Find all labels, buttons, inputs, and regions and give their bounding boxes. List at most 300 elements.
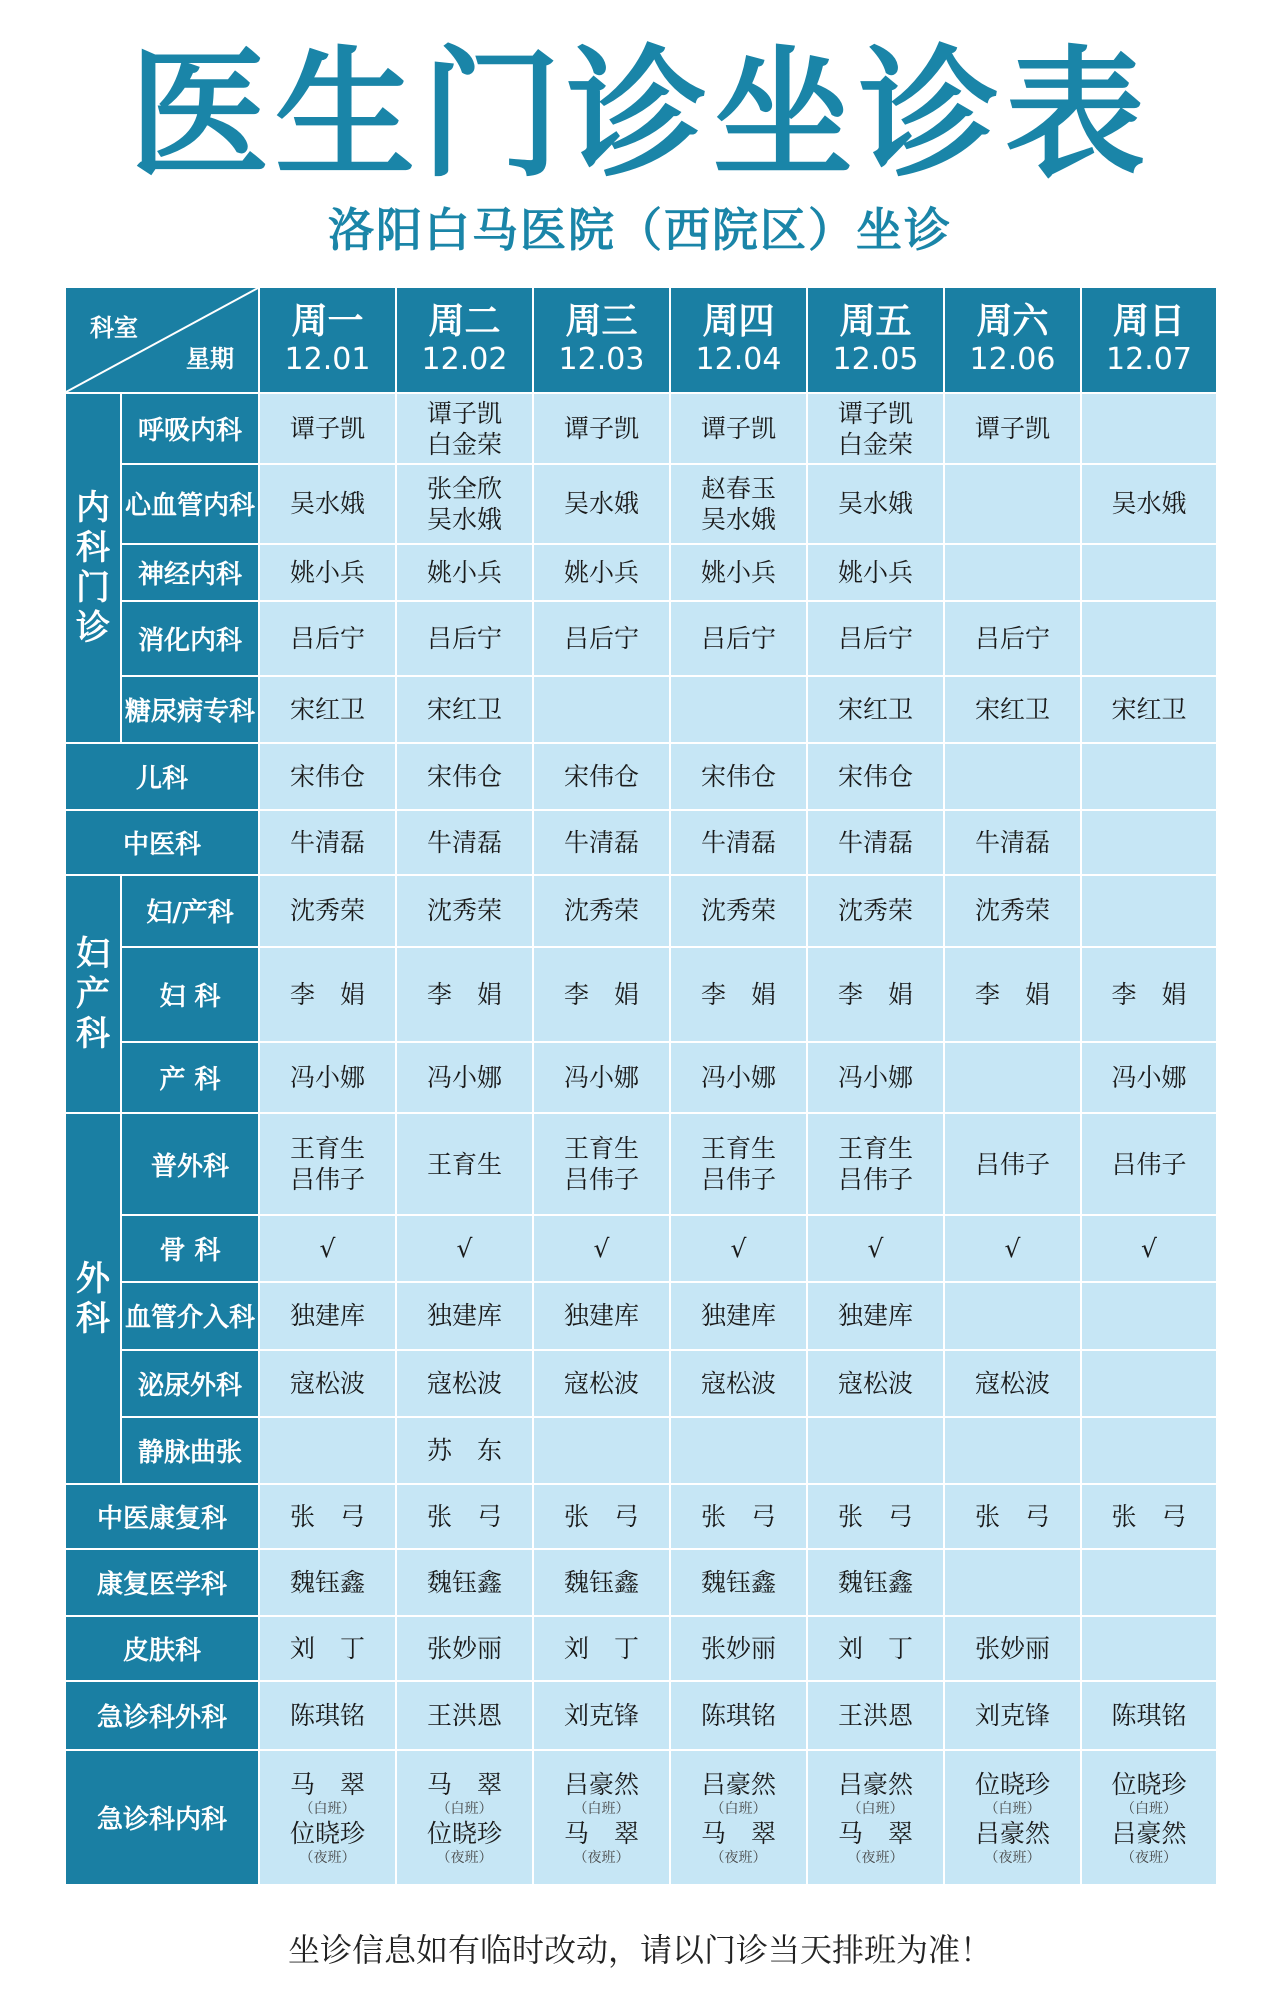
day-name: 周三 — [565, 301, 638, 342]
day-name: 周五 — [839, 301, 912, 342]
schedule-row — [65, 1282, 1217, 1349]
schedule-cell — [807, 393, 944, 464]
schedule-cell — [396, 1484, 533, 1549]
schedule-cell — [533, 676, 670, 743]
schedule-cell — [396, 810, 533, 875]
schedule-cell — [396, 1215, 533, 1282]
shift-label: （夜班） — [984, 1849, 1041, 1866]
schedule-cell — [944, 601, 1081, 676]
doctor-name: 沈秀荣 — [289, 896, 365, 926]
doctor-name: 刘 丁 — [837, 1634, 913, 1664]
schedule-cell — [944, 1750, 1081, 1885]
schedule-cell — [533, 464, 670, 543]
day-name: 周四 — [702, 301, 775, 342]
schedule-cell — [533, 1113, 670, 1215]
doctor-name: 位晓珍 — [426, 1818, 502, 1848]
day-header — [396, 287, 533, 393]
doctor-name: 张 弓 — [1111, 1501, 1187, 1531]
doctor-name: 冯小娜 — [426, 1063, 502, 1093]
schedule-cell — [533, 1484, 670, 1549]
day-header — [807, 287, 944, 393]
schedule-cell — [807, 1616, 944, 1681]
doctor-name: 张 弓 — [289, 1501, 365, 1531]
dept-group-text: 外科 — [76, 1258, 110, 1339]
dept-label: 急诊科内科 — [65, 1750, 259, 1885]
doctor-name: 吕后宁 — [837, 623, 913, 653]
schedule-cell — [259, 1417, 396, 1484]
doctor-name: 李 娟 — [974, 979, 1050, 1009]
doctor-name: 沈秀荣 — [974, 896, 1050, 926]
doctor-name: 李 娟 — [289, 979, 365, 1009]
schedule-cell — [533, 1417, 670, 1484]
schedule-cell — [533, 1042, 670, 1113]
schedule-cell — [259, 464, 396, 543]
schedule-cell — [533, 393, 670, 464]
doctor-name: 牛清磊 — [563, 828, 639, 858]
schedule-cell — [1081, 947, 1217, 1043]
schedule-cell — [533, 810, 670, 875]
doctor-name: 吕伟子 — [974, 1149, 1050, 1179]
schedule-cell — [670, 810, 807, 875]
schedule-cell — [944, 1350, 1081, 1417]
schedule-cell — [807, 464, 944, 543]
schedule-cell — [396, 1616, 533, 1681]
schedule-cell — [807, 1549, 944, 1616]
doctor-name: 王育生 — [426, 1149, 502, 1179]
doctor-name: 姚小兵 — [563, 557, 639, 587]
schedule-row — [65, 1042, 1217, 1113]
schedule-cell — [1081, 1113, 1217, 1215]
schedule-cell — [807, 1681, 944, 1750]
schedule-cell — [1081, 1616, 1217, 1681]
schedule-row — [65, 1549, 1217, 1616]
doctor-name: 李 娟 — [1111, 979, 1187, 1009]
schedule-cell — [1081, 1549, 1217, 1616]
doctor-name: 刘 丁 — [289, 1634, 365, 1664]
day-name: 周二 — [428, 301, 501, 342]
schedule-cell — [1081, 743, 1217, 810]
schedule-cell — [944, 676, 1081, 743]
schedule-cell — [670, 1616, 807, 1681]
doctor-name: 吕豪然 — [563, 1769, 639, 1799]
schedule-cell — [670, 1549, 807, 1616]
doctor-name: 张 弓 — [426, 1501, 502, 1531]
subdept-label: 静脉曲张 — [121, 1417, 259, 1484]
doctor-name: 独建库 — [426, 1301, 502, 1331]
day-date: 12.07 — [1106, 342, 1192, 377]
schedule-cell — [396, 1042, 533, 1113]
doctor-name: 宋伟仓 — [700, 762, 776, 792]
doctor-name: 吕后宁 — [426, 623, 502, 653]
shift-label: （白班） — [984, 1800, 1041, 1817]
doctor-name: 魏钰鑫 — [700, 1568, 776, 1598]
schedule-row — [65, 1750, 1217, 1885]
shift-label: （夜班） — [299, 1849, 356, 1866]
shift-label: （夜班） — [1121, 1849, 1177, 1866]
doctor-name: 吕豪然 — [837, 1769, 913, 1799]
doctor-name: 冯小娜 — [563, 1063, 639, 1093]
schedule-cell — [396, 464, 533, 543]
schedule-cell — [670, 743, 807, 810]
doctor-name: 位晓珍 — [974, 1769, 1050, 1799]
schedule-cell — [259, 1681, 396, 1750]
schedule-row — [65, 676, 1217, 743]
day-header — [670, 287, 807, 393]
doctor-name: 姚小兵 — [426, 557, 502, 587]
subdept-label: 妇/产科 — [121, 875, 259, 946]
doctor-name: 谭子凯 — [700, 414, 776, 444]
schedule-cell — [944, 810, 1081, 875]
schedule-cell — [670, 1484, 807, 1549]
schedule-cell — [670, 1350, 807, 1417]
schedule-cell — [807, 676, 944, 743]
day-date: 12.04 — [695, 342, 782, 377]
schedule-cell — [944, 1616, 1081, 1681]
day-header — [1081, 287, 1217, 393]
subdept-label: 骨 科 — [121, 1215, 259, 1282]
shift-label: （夜班） — [847, 1849, 904, 1866]
doctor-name: 牛清磊 — [426, 828, 502, 858]
schedule-cell — [396, 601, 533, 676]
schedule-row — [65, 1113, 1217, 1215]
schedule-cell — [807, 1350, 944, 1417]
doctor-name: 寇松波 — [563, 1368, 639, 1398]
schedule-cell — [533, 544, 670, 601]
page-subtitle: 洛阳白马医院（西院区）坐诊 — [328, 203, 952, 257]
doctor-name: 位晓珍 — [289, 1818, 365, 1848]
shift-label: （白班） — [573, 1800, 630, 1817]
schedule-cell — [670, 1417, 807, 1484]
doctor-name: 吴水娥 — [1111, 489, 1187, 519]
doctor-name: 马 翠 — [426, 1769, 502, 1799]
schedule-row — [65, 1616, 1217, 1681]
doctor-name: 谭子凯 — [289, 414, 365, 444]
schedule-cell — [533, 1681, 670, 1750]
doctor-name: 寇松波 — [974, 1368, 1050, 1398]
day-date: 12.01 — [284, 342, 371, 377]
doctor-name: 吴水娥 — [289, 489, 365, 519]
subdept-label: 神经内科 — [121, 544, 259, 601]
schedule-cell — [1081, 676, 1217, 743]
schedule-cell — [1081, 393, 1217, 464]
doctor-name: 魏钰鑫 — [426, 1568, 502, 1598]
doctor-name: 冯小娜 — [837, 1063, 913, 1093]
doctor-name: √ — [1004, 1234, 1021, 1264]
schedule-cell — [1081, 1484, 1217, 1549]
schedule-cell — [259, 1616, 396, 1681]
schedule-cell — [944, 1042, 1081, 1113]
doctor-name: 马 翠 — [563, 1818, 639, 1848]
day-header — [259, 287, 396, 393]
doctor-name: 谭子凯 白金荣 — [426, 398, 502, 459]
schedule-row — [65, 1215, 1217, 1282]
shift-label: （白班） — [847, 1800, 904, 1817]
doctor-name: 王洪恩 — [837, 1701, 913, 1731]
doctor-name: 王育生 吕伟子 — [837, 1134, 913, 1195]
schedule-cell — [807, 1042, 944, 1113]
dept-label: 儿科 — [65, 743, 259, 810]
schedule-cell — [670, 393, 807, 464]
schedule-cell — [259, 1215, 396, 1282]
schedule-cell — [533, 1616, 670, 1681]
doctor-name: 寇松波 — [700, 1368, 776, 1398]
shift-label: （白班） — [1121, 1800, 1177, 1817]
schedule-cell — [807, 1215, 944, 1282]
schedule-cell — [396, 393, 533, 464]
dept-group-text: 内科门诊 — [76, 488, 110, 649]
schedule-cell — [533, 1350, 670, 1417]
doctor-name: 马 翠 — [289, 1769, 365, 1799]
doctor-name: 宋红卫 — [974, 694, 1050, 724]
schedule-cell — [259, 544, 396, 601]
doctor-name: 李 娟 — [837, 979, 913, 1009]
subdept-label: 呼吸内科 — [121, 393, 259, 464]
doctor-name: √ — [319, 1234, 336, 1264]
shift-label: （夜班） — [436, 1849, 493, 1866]
doctor-name: 陈琪铭 — [1111, 1701, 1187, 1731]
doctor-name: 马 翠 — [837, 1818, 913, 1848]
schedule-cell — [670, 875, 807, 946]
doctor-name: 宋伟仓 — [289, 762, 365, 792]
schedule-cell — [944, 743, 1081, 810]
subdept-label: 血管介入科 — [121, 1282, 259, 1349]
schedule-table — [64, 286, 1218, 1886]
day-name: 周一 — [291, 301, 364, 342]
doctor-name: 宋红卫 — [1111, 694, 1187, 724]
day-date: 12.02 — [421, 342, 508, 377]
schedule-cell — [396, 743, 533, 810]
subdept-label: 心血管内科 — [121, 464, 259, 543]
schedule-cell — [259, 810, 396, 875]
doctor-name: 张妙丽 — [974, 1634, 1050, 1664]
doctor-name: 寇松波 — [837, 1368, 913, 1398]
schedule-cell — [533, 743, 670, 810]
doctor-name: 张全欣 吴水娥 — [426, 473, 502, 534]
schedule-cell — [396, 947, 533, 1043]
schedule-cell — [807, 1750, 944, 1885]
schedule-cell — [807, 1417, 944, 1484]
subdept-label: 产 科 — [121, 1042, 259, 1113]
doctor-name: 沈秀荣 — [700, 896, 776, 926]
doctor-name: 李 娟 — [563, 979, 639, 1009]
subdept-label: 泌尿外科 — [121, 1350, 259, 1417]
schedule-cell — [396, 676, 533, 743]
day-header — [944, 287, 1081, 393]
schedule-cell — [807, 947, 944, 1043]
schedule-cell — [670, 601, 807, 676]
schedule-cell — [670, 1215, 807, 1282]
schedule-cell — [259, 1750, 396, 1885]
page-title: 医生门诊坐诊表 — [128, 34, 1151, 197]
schedule-cell — [944, 1215, 1081, 1282]
day-date: 12.06 — [969, 342, 1056, 377]
doctor-name: 苏 东 — [426, 1435, 502, 1465]
doctor-name: 牛清磊 — [289, 828, 365, 858]
schedule-cell — [944, 1113, 1081, 1215]
schedule-cell — [259, 1282, 396, 1349]
doctor-name: 寇松波 — [426, 1368, 502, 1398]
subdept-label: 糖尿病专科 — [121, 676, 259, 743]
schedule-cell — [807, 1484, 944, 1549]
schedule-cell — [396, 544, 533, 601]
doctor-name: 张 弓 — [563, 1501, 639, 1531]
schedule-cell — [670, 1750, 807, 1885]
schedule-cell — [670, 1681, 807, 1750]
doctor-name: 独建库 — [700, 1301, 776, 1331]
doctor-name: 位晓珍 — [1111, 1769, 1187, 1799]
schedule-row — [65, 947, 1217, 1043]
schedule-cell — [259, 1113, 396, 1215]
doctor-name: 王洪恩 — [426, 1701, 502, 1731]
corner-dept-label: 科室 — [90, 314, 138, 342]
doctor-name: 张妙丽 — [700, 1634, 776, 1664]
schedule-cell — [670, 947, 807, 1043]
doctor-name: 张妙丽 — [426, 1634, 502, 1664]
doctor-name: 独建库 — [563, 1301, 639, 1331]
doctor-name: 李 娟 — [700, 979, 776, 1009]
schedule-cell — [807, 810, 944, 875]
doctor-name: 宋伟仓 — [563, 762, 639, 792]
schedule-cell — [944, 544, 1081, 601]
schedule-row — [65, 1681, 1217, 1750]
schedule-cell — [944, 1681, 1081, 1750]
schedule-cell — [807, 601, 944, 676]
doctor-name: 吕后宁 — [700, 623, 776, 653]
doctor-name: 冯小娜 — [289, 1063, 365, 1093]
shift-label: （夜班） — [710, 1849, 767, 1866]
schedule-cell — [807, 1282, 944, 1349]
doctor-name: 张 弓 — [700, 1501, 776, 1531]
schedule-cell — [533, 1549, 670, 1616]
schedule-cell — [1081, 1282, 1217, 1349]
schedule-cell — [807, 1113, 944, 1215]
schedule-cell — [533, 947, 670, 1043]
subdept-label: 消化内科 — [121, 601, 259, 676]
dept-label: 皮肤科 — [65, 1616, 259, 1681]
doctor-name: √ — [456, 1234, 473, 1264]
schedule-cell — [944, 947, 1081, 1043]
subdept-label: 妇 科 — [121, 947, 259, 1043]
doctor-name: 刘 丁 — [563, 1634, 639, 1664]
doctor-name: 牛清磊 — [837, 828, 913, 858]
schedule-cell — [1081, 1215, 1217, 1282]
schedule-cell — [1081, 1750, 1217, 1885]
schedule-cell — [396, 1681, 533, 1750]
doctor-name: 吕豪然 — [974, 1818, 1050, 1848]
corner-week-label: 星期 — [186, 345, 234, 373]
schedule-cell — [670, 1042, 807, 1113]
doctor-name: 宋红卫 — [289, 694, 365, 724]
doctor-name: 沈秀荣 — [837, 896, 913, 926]
schedule-cell — [1081, 810, 1217, 875]
doctor-name: 马 翠 — [700, 1818, 776, 1848]
schedule-cell — [259, 676, 396, 743]
dept-label: 康复医学科 — [65, 1549, 259, 1616]
doctor-name: 寇松波 — [289, 1368, 365, 1398]
shift-label: （白班） — [710, 1800, 767, 1817]
schedule-cell — [670, 1113, 807, 1215]
schedule-row — [65, 1350, 1217, 1417]
schedule-row — [65, 601, 1217, 676]
dept-group-label — [65, 875, 121, 1113]
doctor-name: 吕伟子 — [1111, 1149, 1187, 1179]
schedule-cell — [533, 875, 670, 946]
schedule-cell — [259, 947, 396, 1043]
doctor-name: 谭子凯 — [563, 414, 639, 444]
doctor-name: 冯小娜 — [1111, 1063, 1187, 1093]
schedule-cell — [670, 676, 807, 743]
doctor-name: 刘克锋 — [563, 1701, 639, 1731]
doctor-name: 吕豪然 — [700, 1769, 776, 1799]
day-header — [533, 287, 670, 393]
schedule-cell — [396, 1282, 533, 1349]
shift-label: （夜班） — [573, 1849, 630, 1866]
schedule-cell — [259, 875, 396, 946]
doctor-name: 赵春玉 吴水娥 — [700, 473, 776, 534]
doctor-name: 沈秀荣 — [563, 896, 639, 926]
dept-group-label — [65, 393, 121, 743]
doctor-name: √ — [730, 1234, 747, 1264]
schedule-cell — [259, 1484, 396, 1549]
day-date: 12.03 — [558, 342, 645, 377]
doctor-name: 姚小兵 — [289, 557, 365, 587]
schedule-cell — [1081, 464, 1217, 543]
doctor-name: √ — [867, 1234, 884, 1264]
dept-label: 急诊科外科 — [65, 1681, 259, 1750]
doctor-name: √ — [1141, 1234, 1157, 1264]
doctor-name: 王育生 吕伟子 — [563, 1134, 639, 1195]
schedule-cell — [533, 601, 670, 676]
schedule-cell — [533, 1750, 670, 1885]
doctor-name: 冯小娜 — [700, 1063, 776, 1093]
schedule-cell — [944, 875, 1081, 946]
schedule-cell — [807, 743, 944, 810]
schedule-cell — [259, 601, 396, 676]
footer-note: 坐诊信息如有临时改动，请以门诊当天排班为准！ — [287, 1931, 992, 1969]
doctor-name: 张 弓 — [837, 1501, 913, 1531]
doctor-name: 吕豪然 — [1111, 1818, 1187, 1848]
doctor-name: 吕后宁 — [974, 623, 1050, 653]
schedule-cell — [944, 393, 1081, 464]
schedule-cell — [396, 1417, 533, 1484]
schedule-cell — [1081, 601, 1217, 676]
schedule-cell — [396, 1549, 533, 1616]
doctor-name: 陈琪铭 — [289, 1701, 365, 1731]
doctor-name: 吕后宁 — [289, 623, 365, 653]
subdept-label: 普外科 — [121, 1113, 259, 1215]
schedule-cell — [944, 1549, 1081, 1616]
schedule-cell — [396, 1350, 533, 1417]
schedule-cell — [396, 875, 533, 946]
doctor-name: 宋红卫 — [426, 694, 502, 724]
schedule-row — [65, 1417, 1217, 1484]
header-row — [65, 287, 1217, 393]
doctor-name: 吴水娥 — [837, 489, 913, 519]
doctor-name: 独建库 — [289, 1301, 365, 1331]
schedule-cell — [670, 1282, 807, 1349]
schedule-cell — [533, 1282, 670, 1349]
schedule-cell — [670, 544, 807, 601]
schedule-cell — [1081, 875, 1217, 946]
schedule-cell — [259, 393, 396, 464]
schedule-body — [65, 393, 1217, 1885]
schedule-row — [65, 810, 1217, 875]
schedule-cell — [807, 544, 944, 601]
doctor-name: 牛清磊 — [974, 828, 1050, 858]
doctor-name: 姚小兵 — [837, 557, 913, 587]
doctor-name: 王育生 吕伟子 — [700, 1134, 776, 1195]
doctor-name: 姚小兵 — [700, 557, 776, 587]
